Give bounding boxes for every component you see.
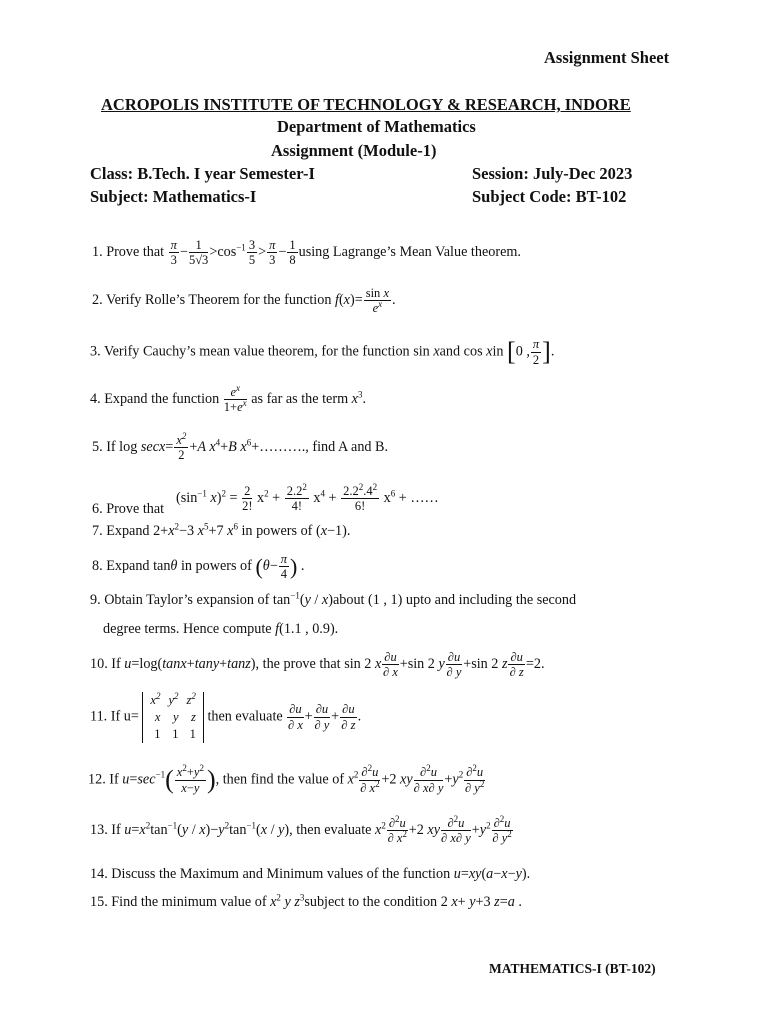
question-14: 14. Discuss the Maximum and Minimum values of the function u=xy(a−x−y). (90, 866, 531, 882)
question-number: 2. (92, 292, 103, 309)
question-10: 10. If u=log(tanx+tany+tanz), the prove that sin 2 x $\frac{\partial u}{\partial x}$ +sin 2 y $\frac{\partial u}{\partial y}$ +sin 2 z $\frac{\partial u}{\partial z}$ =2. (90, 650, 545, 680)
question-4: 4. Expand the function $\frac{e^x}{1+e^x}$ as far as the term $x^3$. (90, 382, 367, 415)
question-9-continued: degree terms. Hence compute f(1.1 , 0.9). (103, 621, 339, 637)
question-5: 5. If log secx= $\frac{x^2}{2}$ +A $x^4+B$ $x^6+\dots\dots\dots$., find A and B. (92, 430, 389, 463)
footer-label: MATHEMATICS-I (BT-102) (489, 961, 656, 976)
question-3: 3. Verify Cauchy’s mean value theorem, for the function sin xand cos xin [0 , $\frac{\pi}{2}$ ]. (90, 337, 555, 367)
question-8: 8. Expand tanθ in powers of (θ− $\frac{\pi}{4}$ ) . (92, 552, 305, 582)
question-7: 7. Expand $2+x^2-3$ $x^5+7$ $x^6$ in powers of (x−1). (92, 521, 351, 539)
subject-info: Subject: Mathematics-I (90, 187, 257, 206)
subject-code: Subject Code: BT-102 (472, 187, 627, 206)
question-number: 3. (90, 343, 101, 360)
question-13: 13. If $u=x^2\tan^{-1}(y / x)-y^2\tan^{-1}(x / y)$, then evaluate $x^2$ $\frac{\partial^2u}{\partial x^2}$ +2 xy $\frac{\partial^2u}{\partial x\partial y}$ $+y^2$ $\frac{\partial^2u}{\partial y^2}$ (90, 813, 512, 846)
question-number: 14. (90, 866, 108, 882)
assignment-page: Assignment Sheet ACROPOLIS INSTITUTE OF TECHNOLOGY & RESEARCH, INDORE Department of Mathematics Assignment (Module-1) Class: B.Tech. I year Semester-I Session: July-Dec 2023 Subject: Mathematics-I Subject Code: BT-102 1. Prove that $\frac{\pi}{3}$ − $\frac{1}{5√3}$ $>\cos^{-1}$ $\frac{3}{5}$ > $\frac{\pi}{3}$ − $\frac{1}{8}$ using Lagrange’s Mean Value theorem. 2. Verify Rolle’s Theorem for the function f(x)= $\frac{\text{sin x}}{e^x}$ . 3. Verify Cauchy’s mean value theorem, for the function sin xand cos xin [0 , $\frac{\pi}{2}$ ]. 4. Expand the function $\frac{e^x}{1+e^x}$ as far as the term $x^3$. 5. If log secx= $\frac{x^2}{2}$ +A $x^4+B$ $x^6+\dots\dots\dots$., find A and B. 6. Prove that ($\sin^{-1}$ x)$^2$ = $\frac{2}{2!}$ $x^2$ + $\frac{2.2^2}{4!}$ $x^4$ + $\frac{2.2^2.4^2}{6!}$ $x^6$ + …… 7. Expand $2+x^2-3$ $x^5+7$ $x^6$ in powers of (x−1). 8. Expand tanθ in powers of (θ− $\frac{\pi}{4}$ ) . 9. Obtain Taylor’s expansion of $\tan^{-1}(y$ / x)about (1 , 1) upto and including the second degree terms. Hence compute f(1.1 , 0.9). 10. If u=log(tanx+tany+tanz), the prove that sin 2 x $\frac{\partial u}{\partial x}$ +sin 2 y $\frac{\partial u}{\partial y}$ +sin 2 z $\frac{\partial u}{\partial z}$ =2. 11. If u= $x^2$ $y^2$ $z^2$ x y z 1 1 1 then evaluate $\frac{\partial u}{\partial x}$ + $\frac{\partial u}{\partial y}$ + $\frac{\partial u}{\partial z}$ . 12. If $u=\sec^{-1}$( $\frac{x^2+y^2}{x-y}$ ), then find the value of $x^2$ $\frac{\partial^2u}{\partial x^2}$ +2 xy $\frac{\partial^2u}{\partial x\partial y}$ $+y^2$ $\frac{\partial^2u}{\partial y^2}$ 13. If $u=x^2\tan^{-1}(y / x)-y^2\tan^{-1}(x / y)$, then evaluate $x^2$ $\frac{\partial^2u}{\partial x^2}$ +2 xy $\frac{\partial^2u}{\partial x\partial y}$ $+y^2$ $\frac{\partial^2u}{\partial y^2}$ 14. Discuss the Maximum and Minimum values of the function u=xy(a−x−y). 15. Find the minimum value of $x^2$ y $z^3subject$ to the condition 2 x+ y+3 z=a . MATHEMATICS-I (BT-102) (88, 48, 670, 976)
session-info: Session: July-Dec 2023 (472, 164, 633, 183)
question-number: 9. (90, 592, 101, 608)
question-number: 4. (90, 391, 101, 408)
question-number: 13. (90, 822, 108, 839)
question-number: 5. (92, 439, 103, 456)
question-2: 2. Verify Rolle’s Theorem for the function f(x)= $\frac{\text{sin x}}{e^x}$ . (92, 286, 396, 316)
question-number: 6. (92, 501, 103, 517)
question-number: 15. (90, 894, 108, 910)
class-info: Class: B.Tech. I year Semester-I (90, 164, 315, 183)
sheet-label: Assignment Sheet (544, 48, 670, 67)
question-number: 8. (92, 558, 103, 575)
question-number: 1. (92, 244, 103, 261)
question-15: 15. Find the minimum value of $x^2$ y $z^3subject$ to the condition 2 x+ y+3 z=a . (90, 892, 522, 910)
question-number: 11. (90, 708, 108, 725)
question-number: 10. (90, 656, 108, 673)
question-number: 12. (88, 771, 106, 788)
determinant: $x^2$ $y^2$ $z^2$ x y z 1 1 1 (142, 692, 204, 743)
question-11: 11. If u= $x^2$ $y^2$ $z^2$ x y z 1 1 1 then evaluate $\frac{\partial u}{\partial x}$ + $\frac{\partial u}{\partial y}$ + $\frac{\partial u}{\partial z}$ . (90, 690, 362, 741)
question-1: 1. Prove that $\frac{\pi}{3}$ − $\frac{1}{5√3}$ $>\cos^{-1}$ $\frac{3}{5}$ > $\frac{\pi}{3}$ − $\frac{1}{8}$ using Lagrange’s Mean Value theorem. (92, 238, 521, 268)
question-9: 9. Obtain Taylor’s expansion of $\tan^{-1}(y$ / x)about (1 , 1) upto and including the second (90, 590, 577, 608)
department-name: Department of Mathematics (277, 117, 476, 136)
question-12: 12. If $u=\sec^{-1}$( $\frac{x^2+y^2}{x-y}$ ), then find the value of $x^2$ $\frac{\partial^2u}{\partial x^2}$ +2 xy $\frac{\partial^2u}{\partial x\partial y}$ $+y^2$ $\frac{\partial^2u}{\partial y^2}$ (88, 762, 485, 795)
assignment-title: Assignment (Module-1) (271, 141, 437, 160)
institute-name: ACROPOLIS INSTITUTE OF TECHNOLOGY & RESEARCH, INDORE (101, 95, 631, 114)
question-number: 7. (92, 523, 103, 539)
